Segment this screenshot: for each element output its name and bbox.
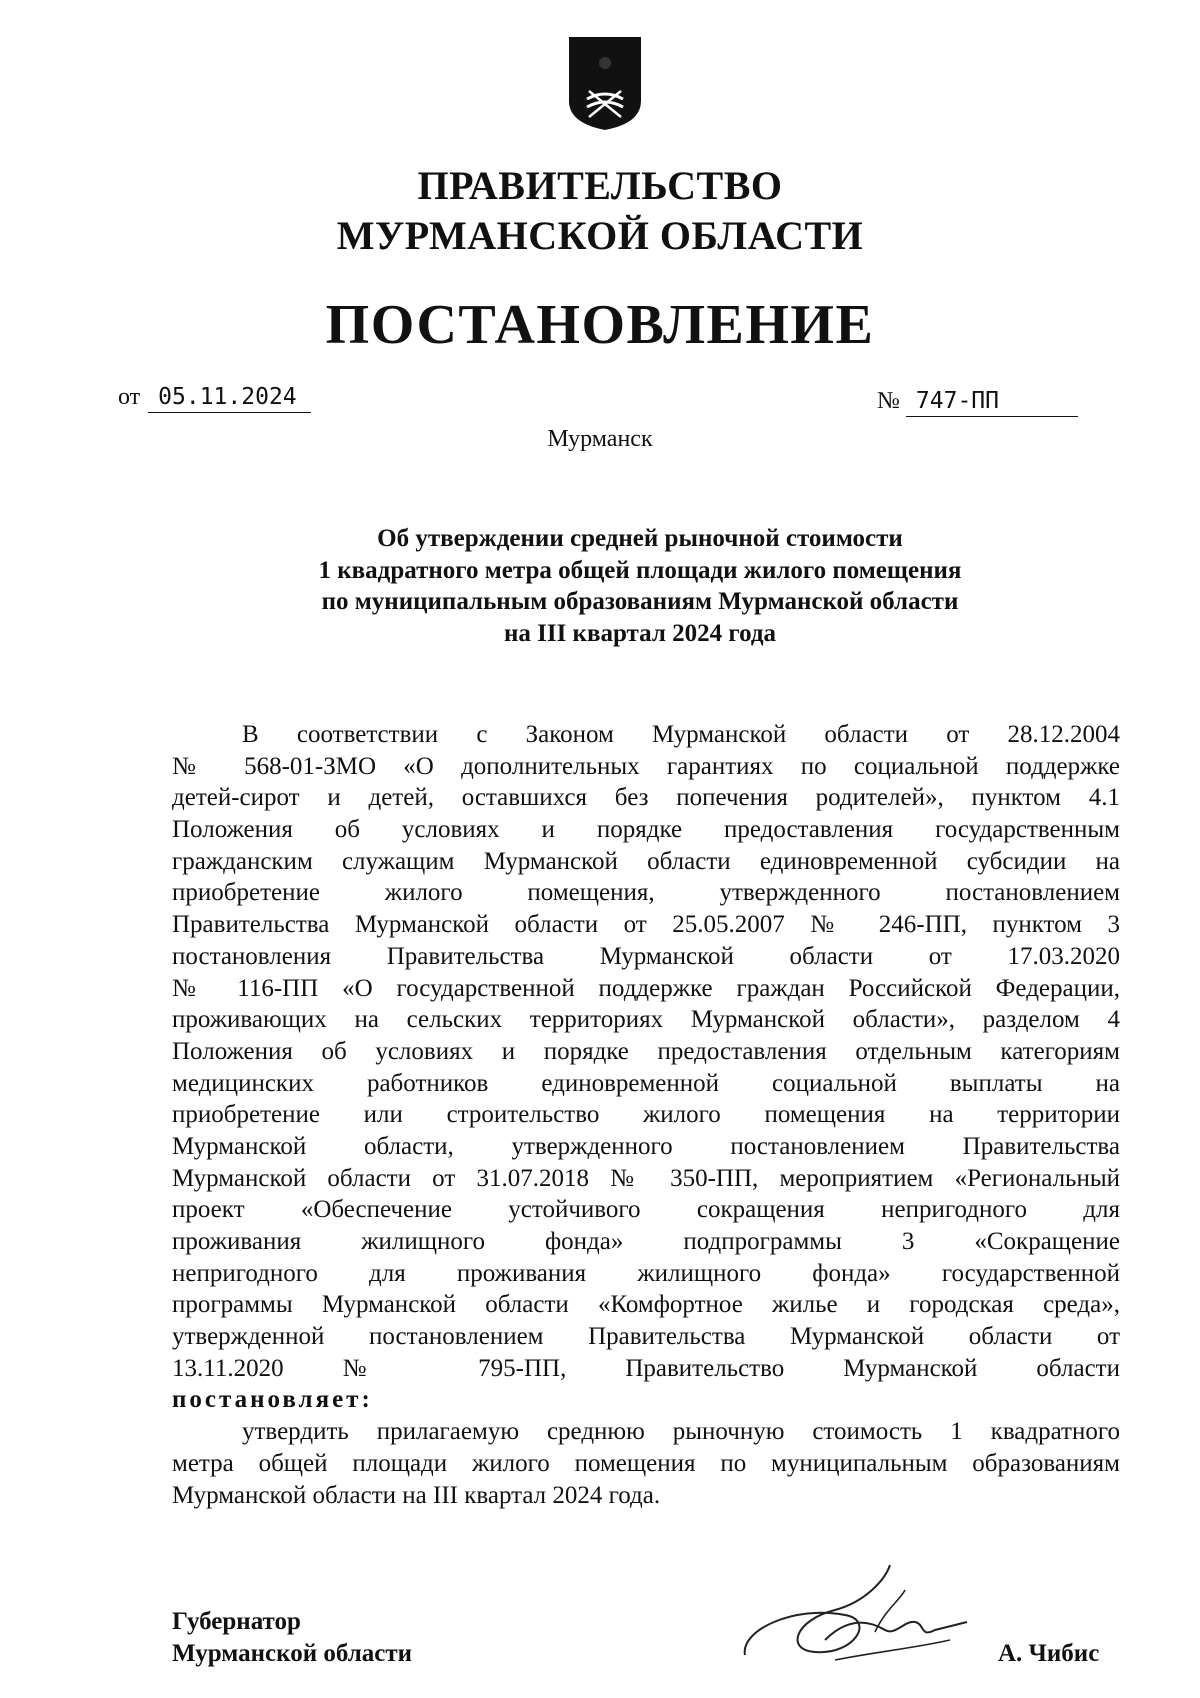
body-line: Положения об условиях и порядке предоставления отдельным категориям <box>172 1037 1120 1065</box>
body-line: программы Мурманской области «Комфортное жилье и городская среда», <box>172 1291 1120 1319</box>
body-line: Положения об условиях и порядке предоставления государственным <box>172 816 1120 844</box>
document-title <box>170 523 1110 649</box>
number-label: № <box>877 388 900 414</box>
document-body <box>172 719 1120 1511</box>
number-value: 747-ПП <box>906 386 1078 417</box>
resolution-line: метра общей площади жилого помещения по муниципальным образованиям <box>172 1449 1120 1477</box>
body-line: утвержденной постановлением Правительства Мурманской области от <box>172 1323 1120 1351</box>
signer-position-line1: Губернатор <box>172 1608 301 1635</box>
body-line: Мурманской области, утвержденного постановлением Правительства <box>172 1132 1120 1160</box>
body-line: 13.11.2020 № 795-ПП, Правительство Мурманской области <box>172 1354 1120 1382</box>
title-line: Об утверждении средней рыночной стоимости <box>377 525 903 552</box>
body-line: постановления Правительства Мурманской области от 17.03.2020 <box>172 942 1120 970</box>
body-line: Мурманской области от 31.07.2018 № 350-ПП, мероприятием «Региональный <box>172 1164 1120 1192</box>
body-line: медицинских работников единовременной социальной выплаты на <box>172 1069 1120 1097</box>
date-value: 05.11.2024 <box>148 382 310 413</box>
document-number <box>877 386 1078 417</box>
title-line: по муниципальным образованиям Мурманской области <box>321 588 959 615</box>
signer-position-line2: Мурманской области <box>172 1640 413 1667</box>
body-line: № 116-ПП «О государственной поддержке граждан Российской Федерации, <box>172 974 1120 1002</box>
resolution-line: утвердить прилагаемую среднюю рыночную стоимость 1 квадратного <box>242 1418 1120 1446</box>
document-type: ПОСТАНОВЛЕНИЕ <box>325 294 875 356</box>
resolves-word: постановляет: <box>172 1386 373 1414</box>
body-line: проживающих на сельских территориях Мурманской области», разделом 4 <box>172 1006 1120 1034</box>
date-label: от <box>118 384 141 410</box>
body-line: детей-сирот и детей, оставшихся без попечения родителей», пунктом 4.1 <box>172 784 1120 812</box>
org-name-line2: МУРМАНСКОЙ ОБЛАСТИ <box>336 213 864 258</box>
document-date <box>118 382 311 413</box>
coat-of-arms-icon <box>565 33 645 133</box>
title-line: 1 квадратного метра общей площади жилого помещения <box>318 556 962 584</box>
signer-position <box>172 1606 412 1670</box>
body-line: приобретение жилого помещения, утвержденного постановлением <box>172 879 1120 907</box>
title-line: на III квартал 2024 года <box>503 619 777 647</box>
org-name-line1: ПРАВИТЕЛЬСТВО <box>417 163 783 208</box>
handwritten-signature <box>735 1560 975 1690</box>
body-line: гражданским служащим Мурманской области единовременной субсидии на <box>172 847 1120 875</box>
body-line: Правительства Мурманской области от 25.05.2007 № 246-ПП, пунктом 3 <box>172 911 1120 939</box>
body-line: непригодного для проживания жилищного фонда» государственной <box>172 1259 1120 1287</box>
resolution-line: Мурманской области на III квартал 2024 года. <box>172 1481 661 1509</box>
body-line: проект «Обеспечение устойчивого сокращения непригодного для <box>172 1196 1120 1224</box>
body-line: В соответствии с Законом Мурманской области от 28.12.2004 <box>242 721 1120 748</box>
signer-name: А. Чибис <box>998 1640 1100 1667</box>
body-line: проживания жилищного фонда» подпрограммы 3 «Сокращение <box>172 1228 1120 1255</box>
document-city: Мурманск <box>547 426 653 452</box>
body-line: приобретение или строительство жилого помещения на территории <box>172 1101 1120 1129</box>
body-line: № 568-01-ЗМО «О дополнительных гарантиях по социальной поддержке <box>172 752 1120 780</box>
